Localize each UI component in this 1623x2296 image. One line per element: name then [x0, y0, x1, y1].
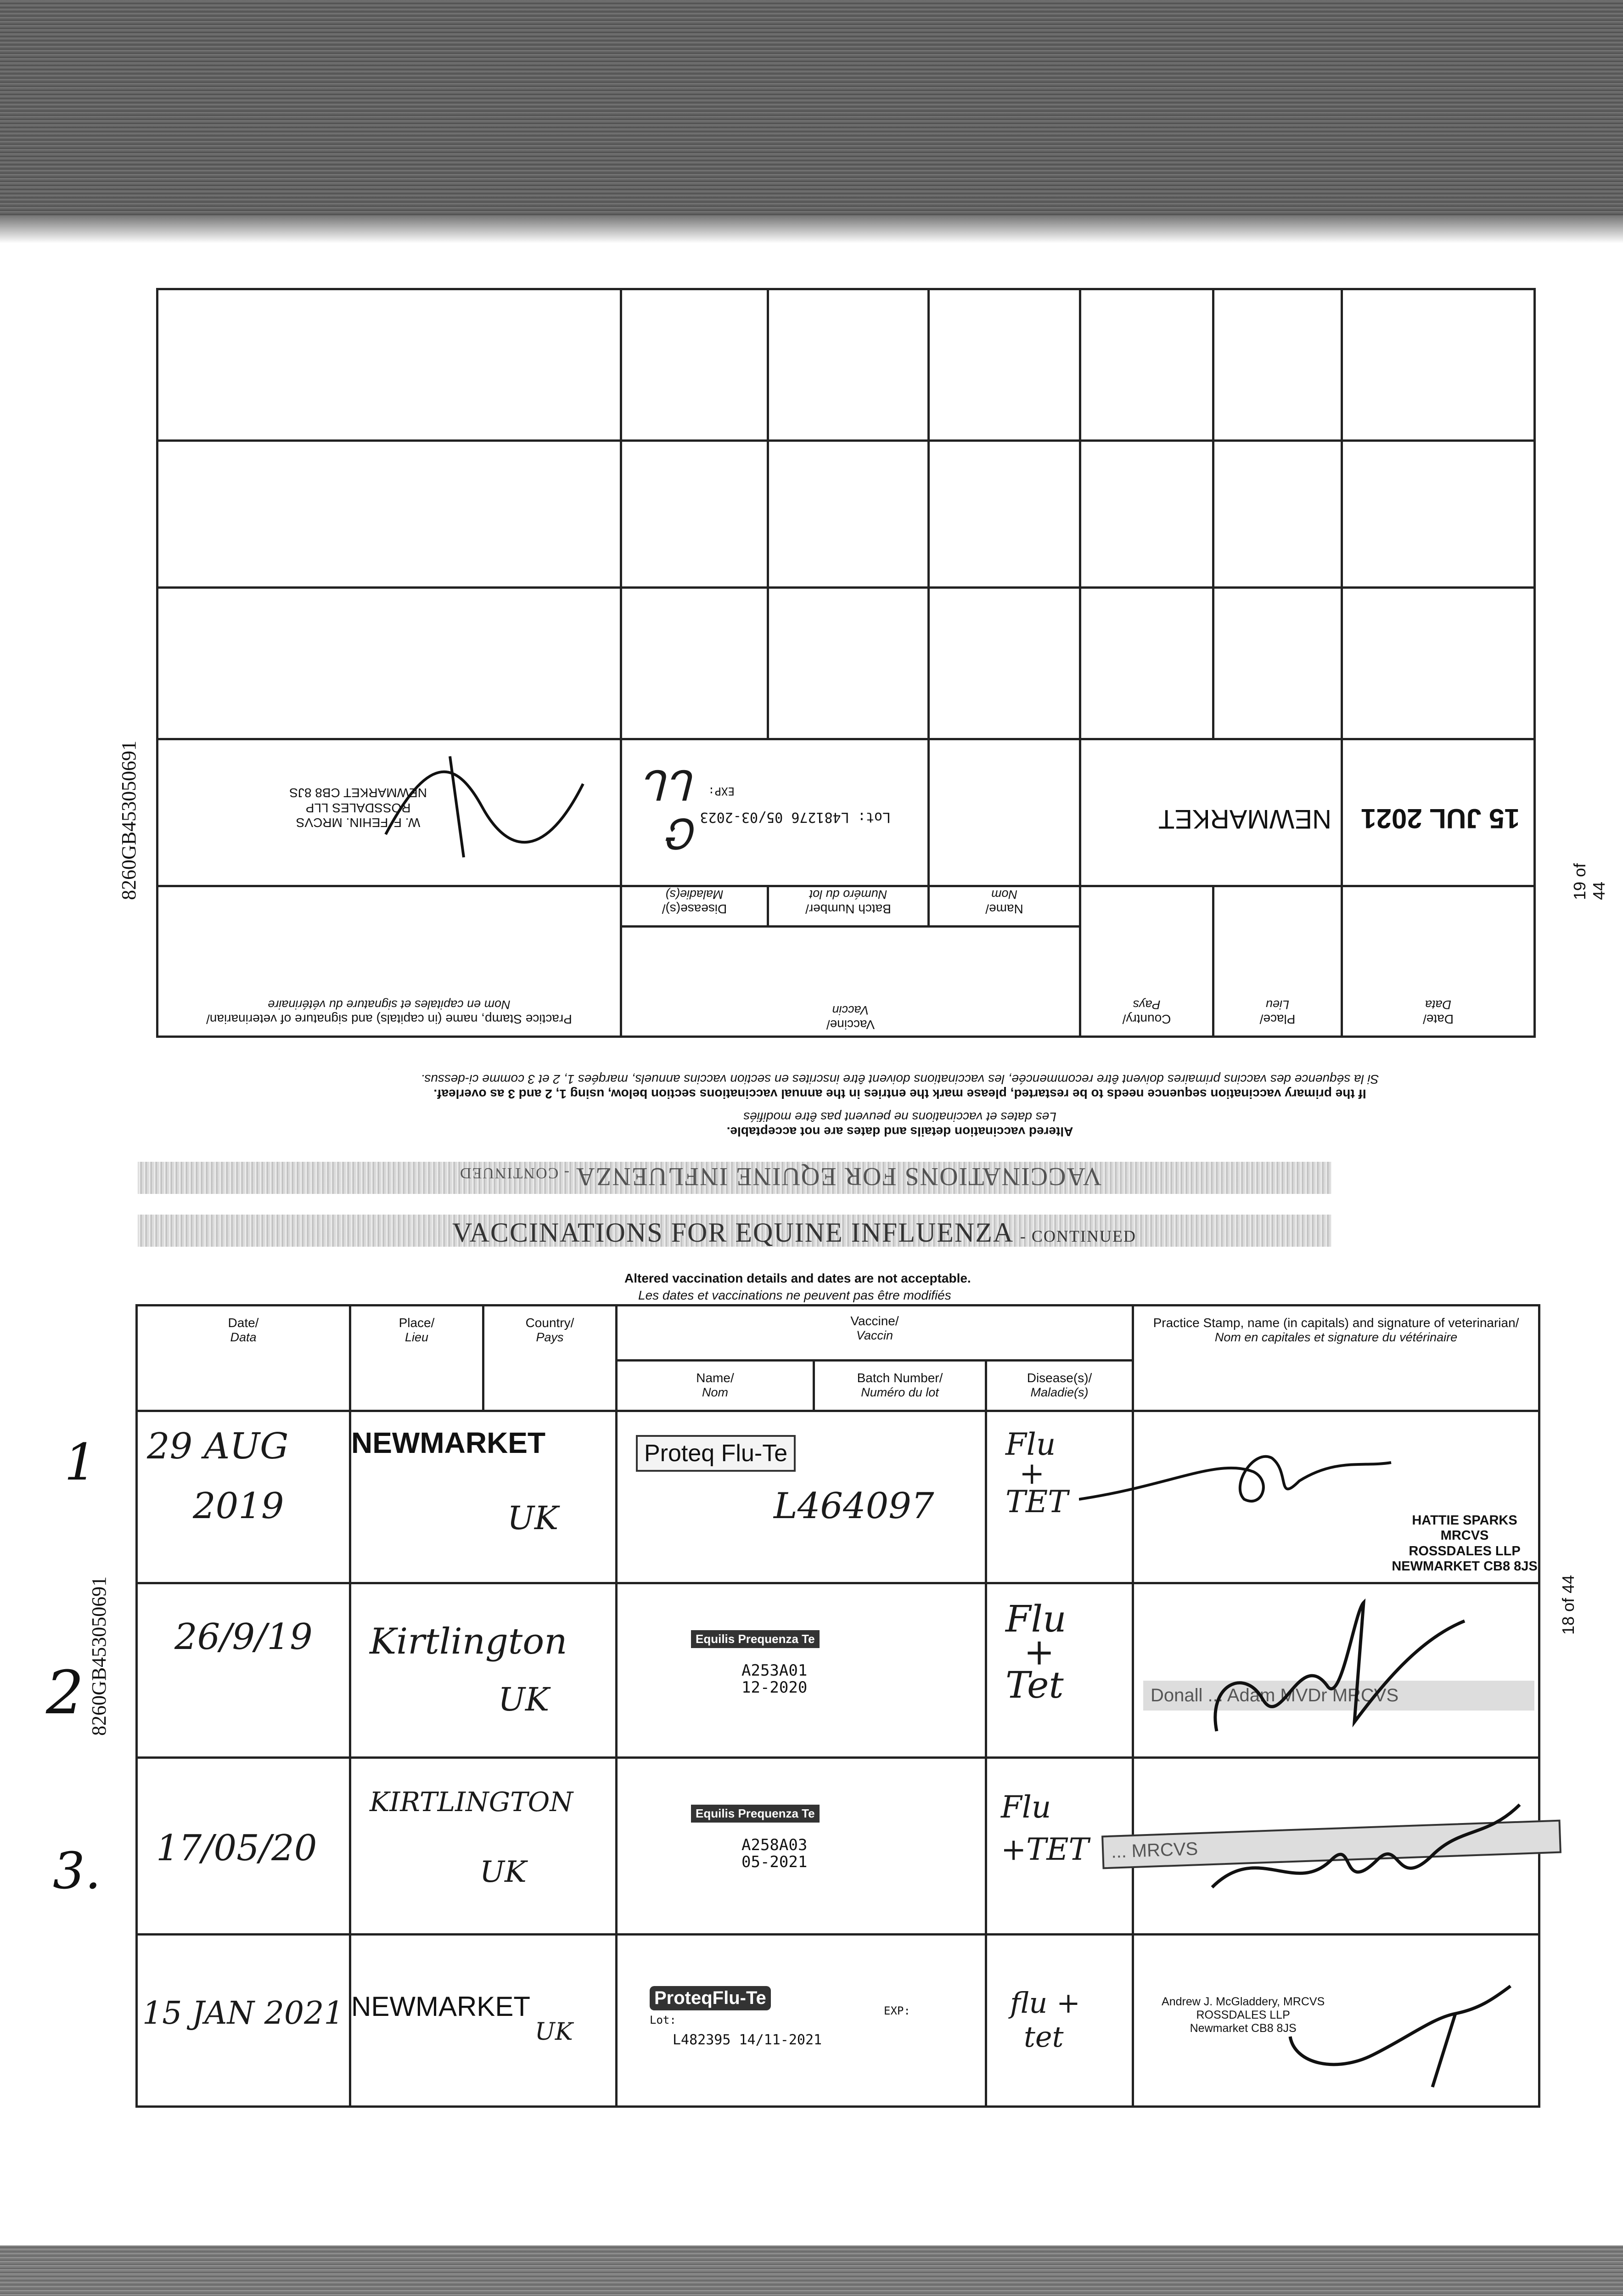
table-row — [137, 1583, 1539, 1758]
entry4-lot: Lot: — [650, 2014, 676, 2026]
entry2-date: 26/9/19 — [174, 1616, 313, 1658]
scan-shadow-fade — [0, 216, 1623, 243]
title-bleed-upside-down: VACCINATIONS FOR EQUINE INFLUENZA - CONTINUED — [459, 1162, 1102, 1191]
warning-en: Altered vaccination details and dates are not acceptable. — [624, 1271, 971, 1285]
entry-number-2: 2 — [46, 1658, 84, 1728]
stamp-header: Practice Stamp, name (in capitals) and signature of veterinarian/ Nom en capitales et signature du vétérinaire — [1153, 1316, 1519, 1345]
entry1-signature — [1079, 1430, 1400, 1522]
scan-shadow-bottom — [0, 2245, 1623, 2296]
top-warning-fr: Les dates et vaccinations ne peuvent pas être modifiés — [743, 1110, 1056, 1124]
top-note-en: If the primary vaccination sequence needs to be restarted, please mark the entries in the annual vaccinations section below, using 1, 2 and 3 as overleaf. — [433, 1087, 1366, 1101]
top-entry-disease-scribble: Ꮳ ᒐᒐ — [646, 760, 698, 857]
entry3-disease: Flu +TET — [1001, 1790, 1089, 1868]
table-row — [137, 1935, 1539, 2107]
top-disease-header: Disease(s)/ Maladie(s) — [662, 887, 727, 916]
entry3-place: KIRTLINGTON — [370, 1786, 573, 1818]
entry4-exp: EXP: — [884, 2004, 910, 2017]
entry3-country: UK — [480, 1855, 527, 1889]
entry1-stamp: HATTIE SPARKS MRCVS ROSSDALES LLP NEWMARKET CB8 8JS — [1392, 1513, 1538, 1574]
entry3-stamp: ... MRCVS — [1101, 1820, 1561, 1869]
entry2-place: Kirtlington — [370, 1621, 567, 1662]
top-entry-date: 15 JUL 2021 — [1361, 803, 1520, 834]
top-notes-upside-down — [257, 1052, 1543, 1139]
entry2-batch: A253A01 12-2020 — [741, 1661, 808, 1697]
scan-shadow-top — [0, 0, 1623, 230]
batch-header: Batch Number/ Numéro du lot — [857, 1371, 943, 1400]
entry-number-3: 3. — [53, 1841, 101, 1900]
top-place-header: Place/ Lieu — [1259, 997, 1296, 1026]
top-table-upside-down — [158, 321, 1536, 1038]
entry3-signature — [1203, 1786, 1524, 1915]
vaccine-header: Vaccine/ Vaccin — [850, 1314, 899, 1343]
entry4-stamp: Andrew J. McGladdery, MRCVS ROSSDALES LLP Newmarket CB8 8JS — [1162, 1995, 1325, 2035]
entry4-date: 15 JAN 2021 — [142, 1995, 344, 2032]
top-batch-header: Batch Number/ Numéro du lot — [805, 887, 891, 916]
doc-id-top: 8260GB453050691 — [118, 740, 140, 900]
entry3-date: 17/05/20 — [156, 1828, 317, 1869]
entry1-vaccine-label: Proteq Flu-Te — [636, 1435, 796, 1472]
entry4-vaccine-label: ProteqFlu-Te — [650, 1986, 771, 2010]
entry3-vaccine-label: Equilis Prequenza Te — [691, 1805, 820, 1823]
entry4-disease: flu + tet — [1010, 1986, 1080, 2054]
doc-id-bottom: 8260GB453050691 — [88, 1576, 110, 1736]
country-header: Country/ Pays — [525, 1316, 574, 1345]
page-number-bottom: 18 of 44 — [1559, 1575, 1578, 1635]
entry-number-1: 1 — [64, 1433, 96, 1491]
top-date-header: Date/ Data — [1423, 997, 1454, 1026]
place-header: Place/ Lieu — [399, 1316, 435, 1345]
vaccination-table — [135, 1304, 1540, 2108]
entry1-date-line2: 2019 — [193, 1486, 284, 1527]
entry1-place: NEWMARKET — [351, 1426, 546, 1459]
top-note-fr: Si la séquence des vaccins primaires doivent être recommencée, les vaccinations doivent être inscrites en section vaccins annuels, marqées 1, 2 et 3 comme ci-dessus. — [421, 1072, 1379, 1086]
name-header: Name/ Nom — [696, 1371, 734, 1400]
section-title: VACCINATIONS FOR EQUINE INFLUENZA - CONTINUED — [452, 1217, 1136, 1248]
entry1-country: UK — [507, 1499, 559, 1537]
date-header: Date/ Data — [228, 1316, 259, 1345]
top-entry-signature — [344, 747, 601, 876]
entry1-batch: L464097 — [774, 1486, 934, 1527]
entry1-disease: Flu + TET — [1005, 1427, 1068, 1520]
entry2-country: UK — [498, 1681, 550, 1718]
top-entry-stamp: W. F. FEHIN. MRCVS ROSSDALES LLP NEWMARKET CB8 8JS — [289, 786, 427, 830]
page-number-top: 19 of 44 — [1570, 863, 1608, 900]
entry2-vaccine-label: Equilis Prequenza Te — [691, 1630, 820, 1648]
warning-fr: Les dates et vaccinations ne peuvent pas être modifiés — [638, 1288, 951, 1302]
entry3-batch: A258A03 05-2021 — [741, 1836, 808, 1872]
entry2-stamp: Donall ... Adam MVDr MRCVS — [1143, 1681, 1534, 1711]
table-row — [137, 1411, 1539, 1583]
entry2-signature — [1189, 1593, 1474, 1745]
top-stamp-header: Practice Stamp, name (in capitals) and signature of veterinarian/ Nom en capitales et signature du vétérinaire — [206, 997, 572, 1026]
top-warning-en: Altered vaccination details and dates are not acceptable. — [726, 1125, 1073, 1139]
entry4-country: UK — [535, 2018, 573, 2046]
entry4-batch: L482395 14/11-2021 — [673, 2032, 822, 2048]
top-country-header: Country/ Pays — [1122, 997, 1171, 1026]
top-vaccine-header: Vaccine/ Vaccin — [826, 1003, 875, 1032]
table-row — [137, 1758, 1539, 1935]
top-vaccination-table — [156, 288, 1536, 1038]
entry4-signature — [1281, 1972, 1520, 2092]
entry1-date-line1: 29 AUG — [147, 1426, 289, 1467]
disease-header: Disease(s)/ Maladie(s) — [1027, 1371, 1092, 1400]
entry2-disease: Flu + Tet — [1005, 1598, 1067, 1706]
top-entry-batch: Lot: L481276 05/03-2023 — [700, 809, 891, 825]
entry4-place: NEWMARKET — [351, 1991, 530, 2022]
top-entry-exp: EXP: — [708, 784, 735, 798]
top-entry-place: NEWMARKET — [1158, 804, 1331, 834]
top-name-header: Name/ Nom — [985, 887, 1023, 916]
